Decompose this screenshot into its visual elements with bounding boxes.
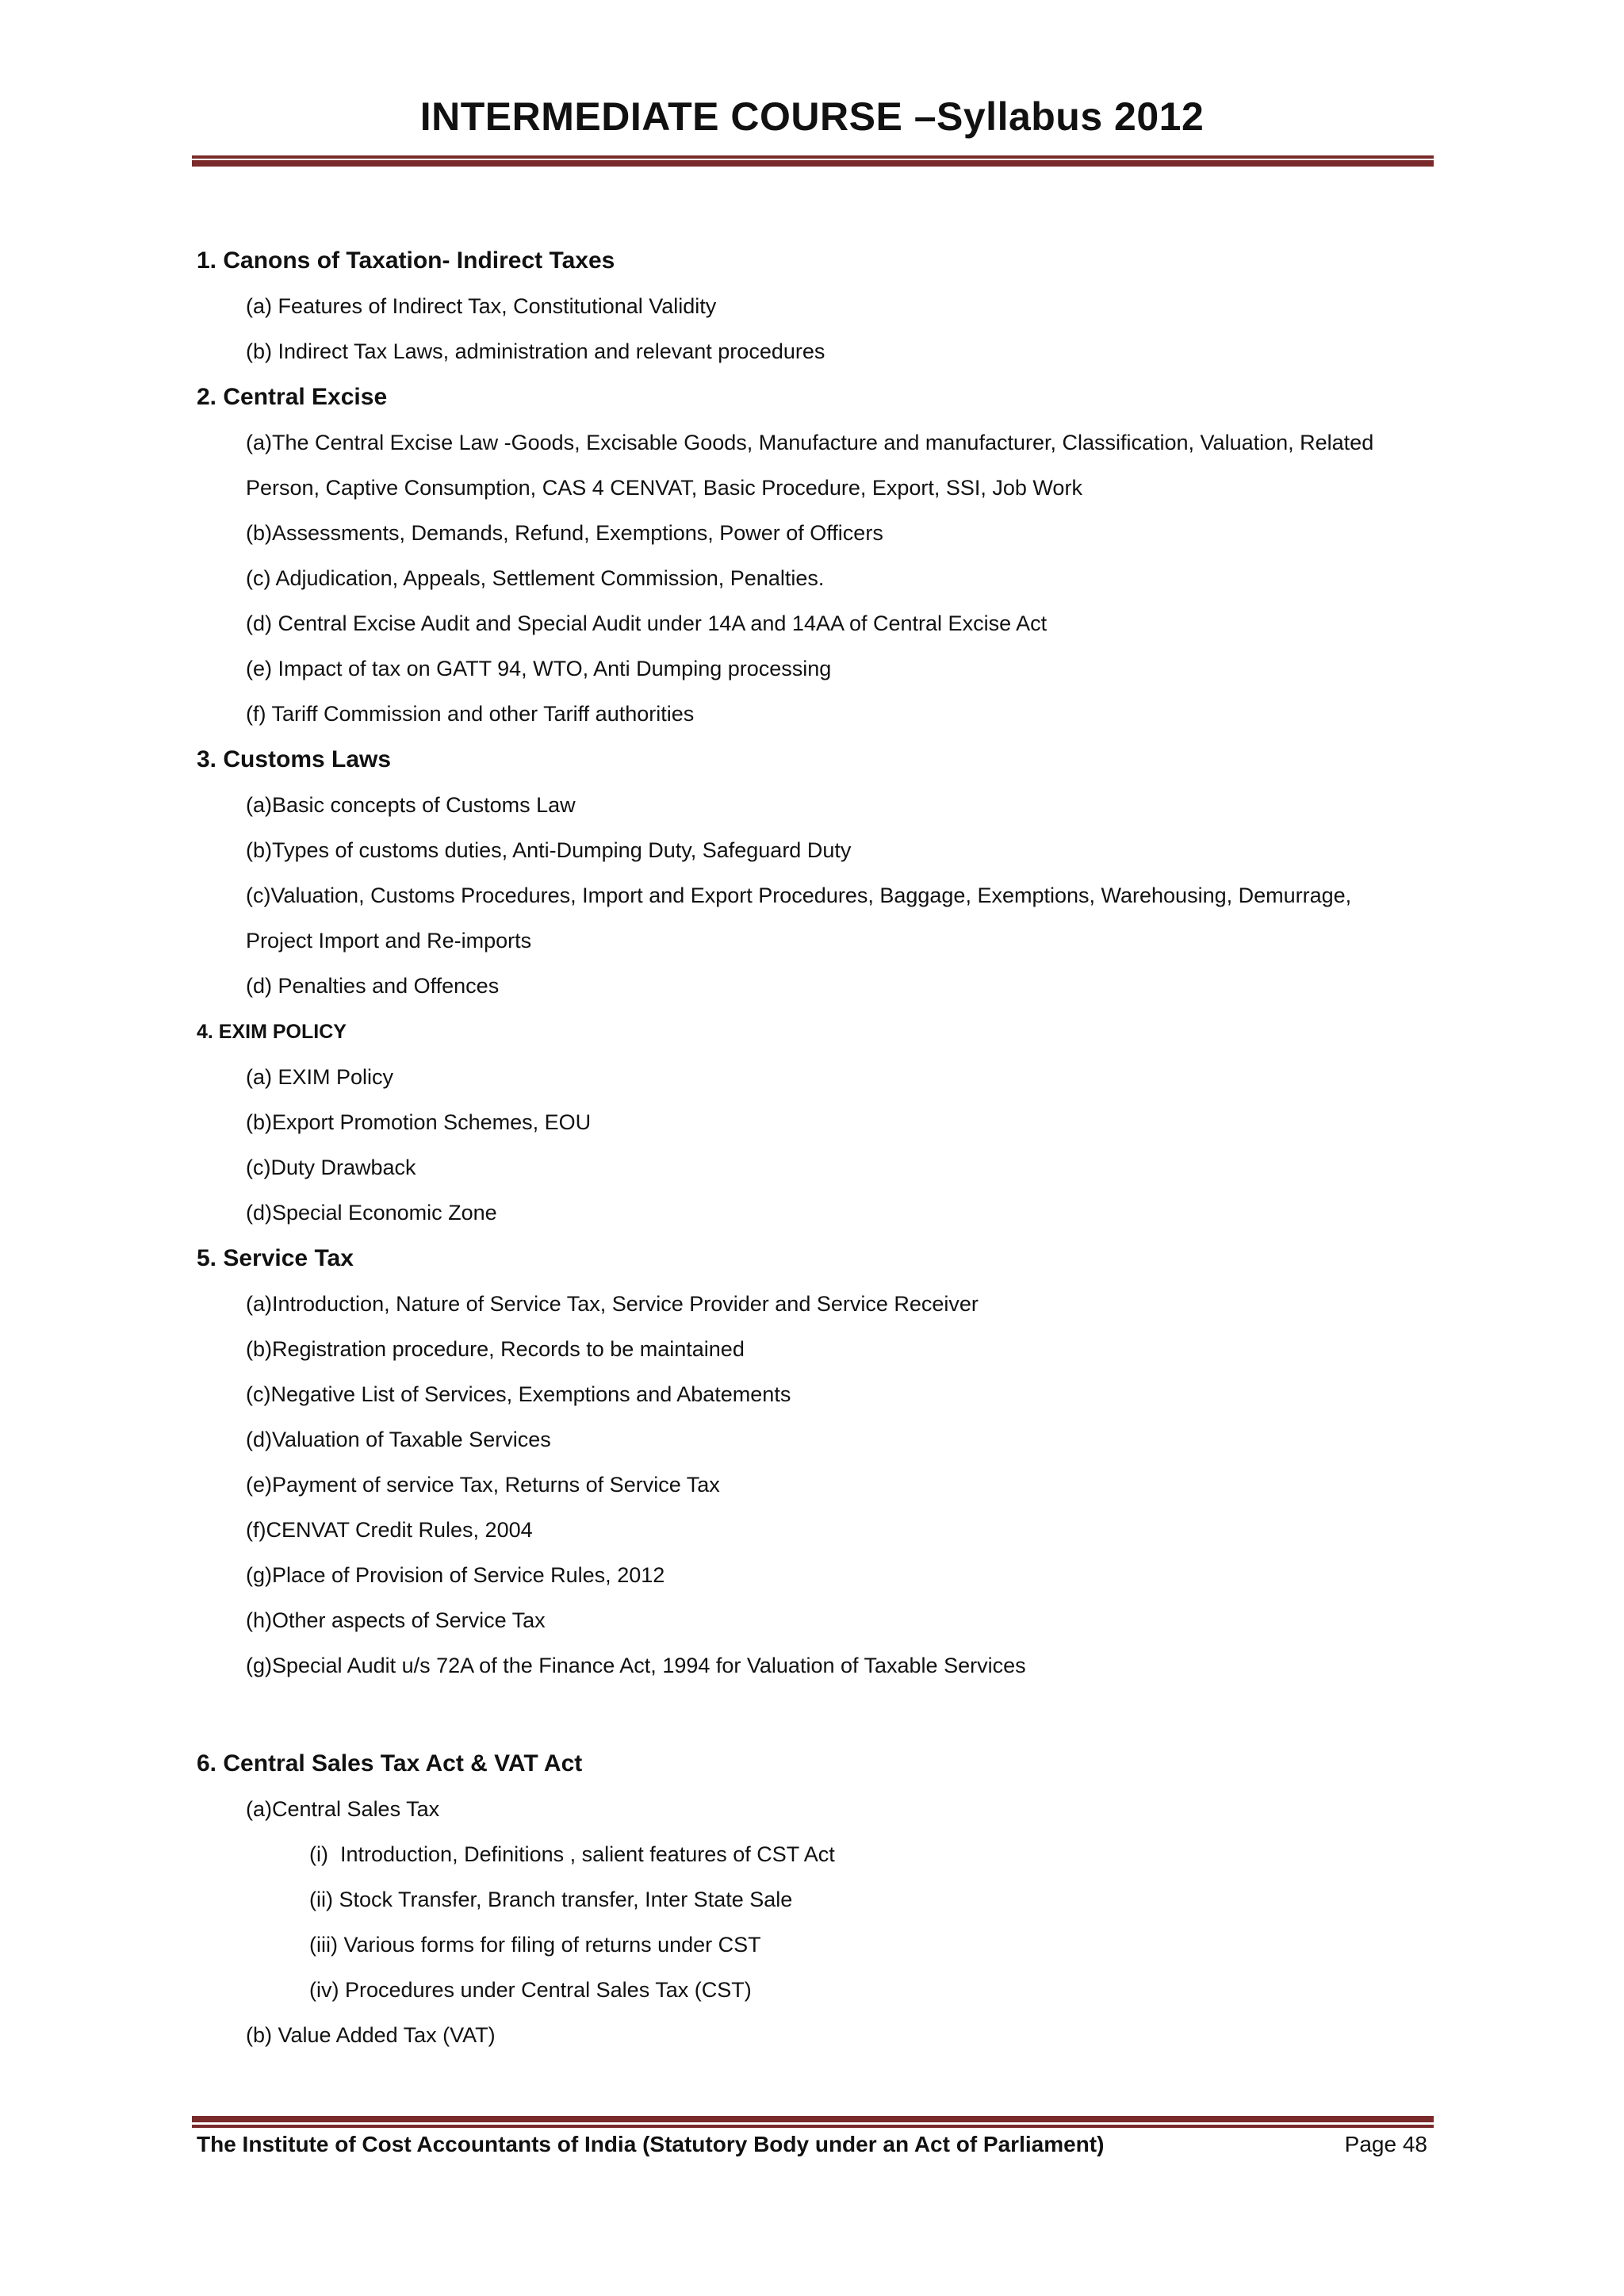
section-heading: 1. Canons of Taxation- Indirect Taxes [197,247,615,274]
section-spacer [197,1688,1418,1741]
list-item: (b)Assessments, Demands, Refund, Exemptions, Power of Officers [246,521,883,545]
header-rule-thin [192,155,1434,159]
sub-list-item: (i) Introduction, Definitions , salient features of CST Act [309,1842,835,1866]
header-rule-thick [192,160,1434,167]
list-item: (a)Introduction, Nature of Service Tax, Service Provider and Service Receiver [246,1292,979,1316]
list-item: (c)Duty Drawback [246,1156,416,1179]
list-item: (h)Other aspects of Service Tax [246,1608,546,1632]
list-item: (a)The Central Excise Law -Goods, Excisable Goods, Manufacture and manufacturer, Classification, Valuation, Related Person, Captive Consumption, CAS 4 CENVAT, Basic Procedure, Export, SSI, Job Work [246,431,1374,500]
footer-rule-thin [192,2125,1434,2128]
list-item: (a)Basic concepts of Customs Law [246,793,576,817]
page-number: Page 48 [1344,2132,1427,2156]
list-item: (f)CENVAT Credit Rules, 2004 [246,1518,533,1542]
section-heading: 4. EXIM POLICY [197,1021,347,1043]
sub-list-item: (iv) Procedures under Central Sales Tax (CST) [309,1978,752,2002]
page-title: INTERMEDIATE COURSE –Syllabus 2012 [419,94,1205,139]
list-item: (c)Valuation, Customs Procedures, Import and Export Procedures, Baggage, Exemptions, Warehousing, Demurrage, Project Import and Re-imports [246,884,1352,953]
list-item: (b)Export Promotion Schemes, EOU [246,1110,592,1134]
list-item: (e) Impact of tax on GATT 94, WTO, Anti Dumping processing [246,657,832,680]
footer-rule-thick [192,2116,1434,2122]
list-item: (b) Indirect Tax Laws, administration and relevant procedures [246,339,825,363]
section-heading: 2. Central Excise [197,384,388,410]
sub-list-item: (ii) Stock Transfer, Branch transfer, Inter State Sale [309,1888,793,1911]
list-item: (e)Payment of service Tax, Returns of Service Tax [246,1473,720,1497]
section-heading: 3. Customs Laws [197,746,392,772]
list-item: (d)Special Economic Zone [246,1201,497,1225]
list-item: (c) Adjudication, Appeals, Settlement Commission, Penalties. [246,566,825,590]
section-heading: 6. Central Sales Tax Act & VAT Act [197,1750,583,1777]
list-item: (a) Features of Indirect Tax, Constitutional Validity [246,294,717,318]
footer-institute: The Institute of Cost Accountants of India (Statutory Body under an Act of Parliament) [197,2132,1105,2156]
list-item: (b)Types of customs duties, Anti-Dumping Duty, Safeguard Duty [246,838,852,862]
list-item: (g)Place of Provision of Service Rules, 2012 [246,1563,665,1587]
list-item: (a) EXIM Policy [246,1065,394,1089]
list-item: (b) Value Added Tax (VAT) [246,2023,496,2047]
list-item: (f) Tariff Commission and other Tariff authorities [246,702,695,726]
syllabus-content [197,238,1418,2058]
list-item: (g)Special Audit u/s 72A of the Finance Act, 1994 for Valuation of Taxable Services [246,1654,1026,1677]
list-item: (d) Central Excise Audit and Special Audit under 14A and 14AA of Central Excise Act [246,611,1048,635]
sub-list-item: (iii) Various forms for filing of returns under CST [309,1933,761,1957]
list-item: (d)Valuation of Taxable Services [246,1428,551,1451]
list-item: (d) Penalties and Offences [246,974,500,998]
list-item: (b)Registration procedure, Records to be maintained [246,1337,745,1361]
list-item: (c)Negative List of Services, Exemptions and Abatements [246,1382,791,1406]
section-heading: 5. Service Tax [197,1245,354,1271]
list-item: (a)Central Sales Tax [246,1797,440,1821]
